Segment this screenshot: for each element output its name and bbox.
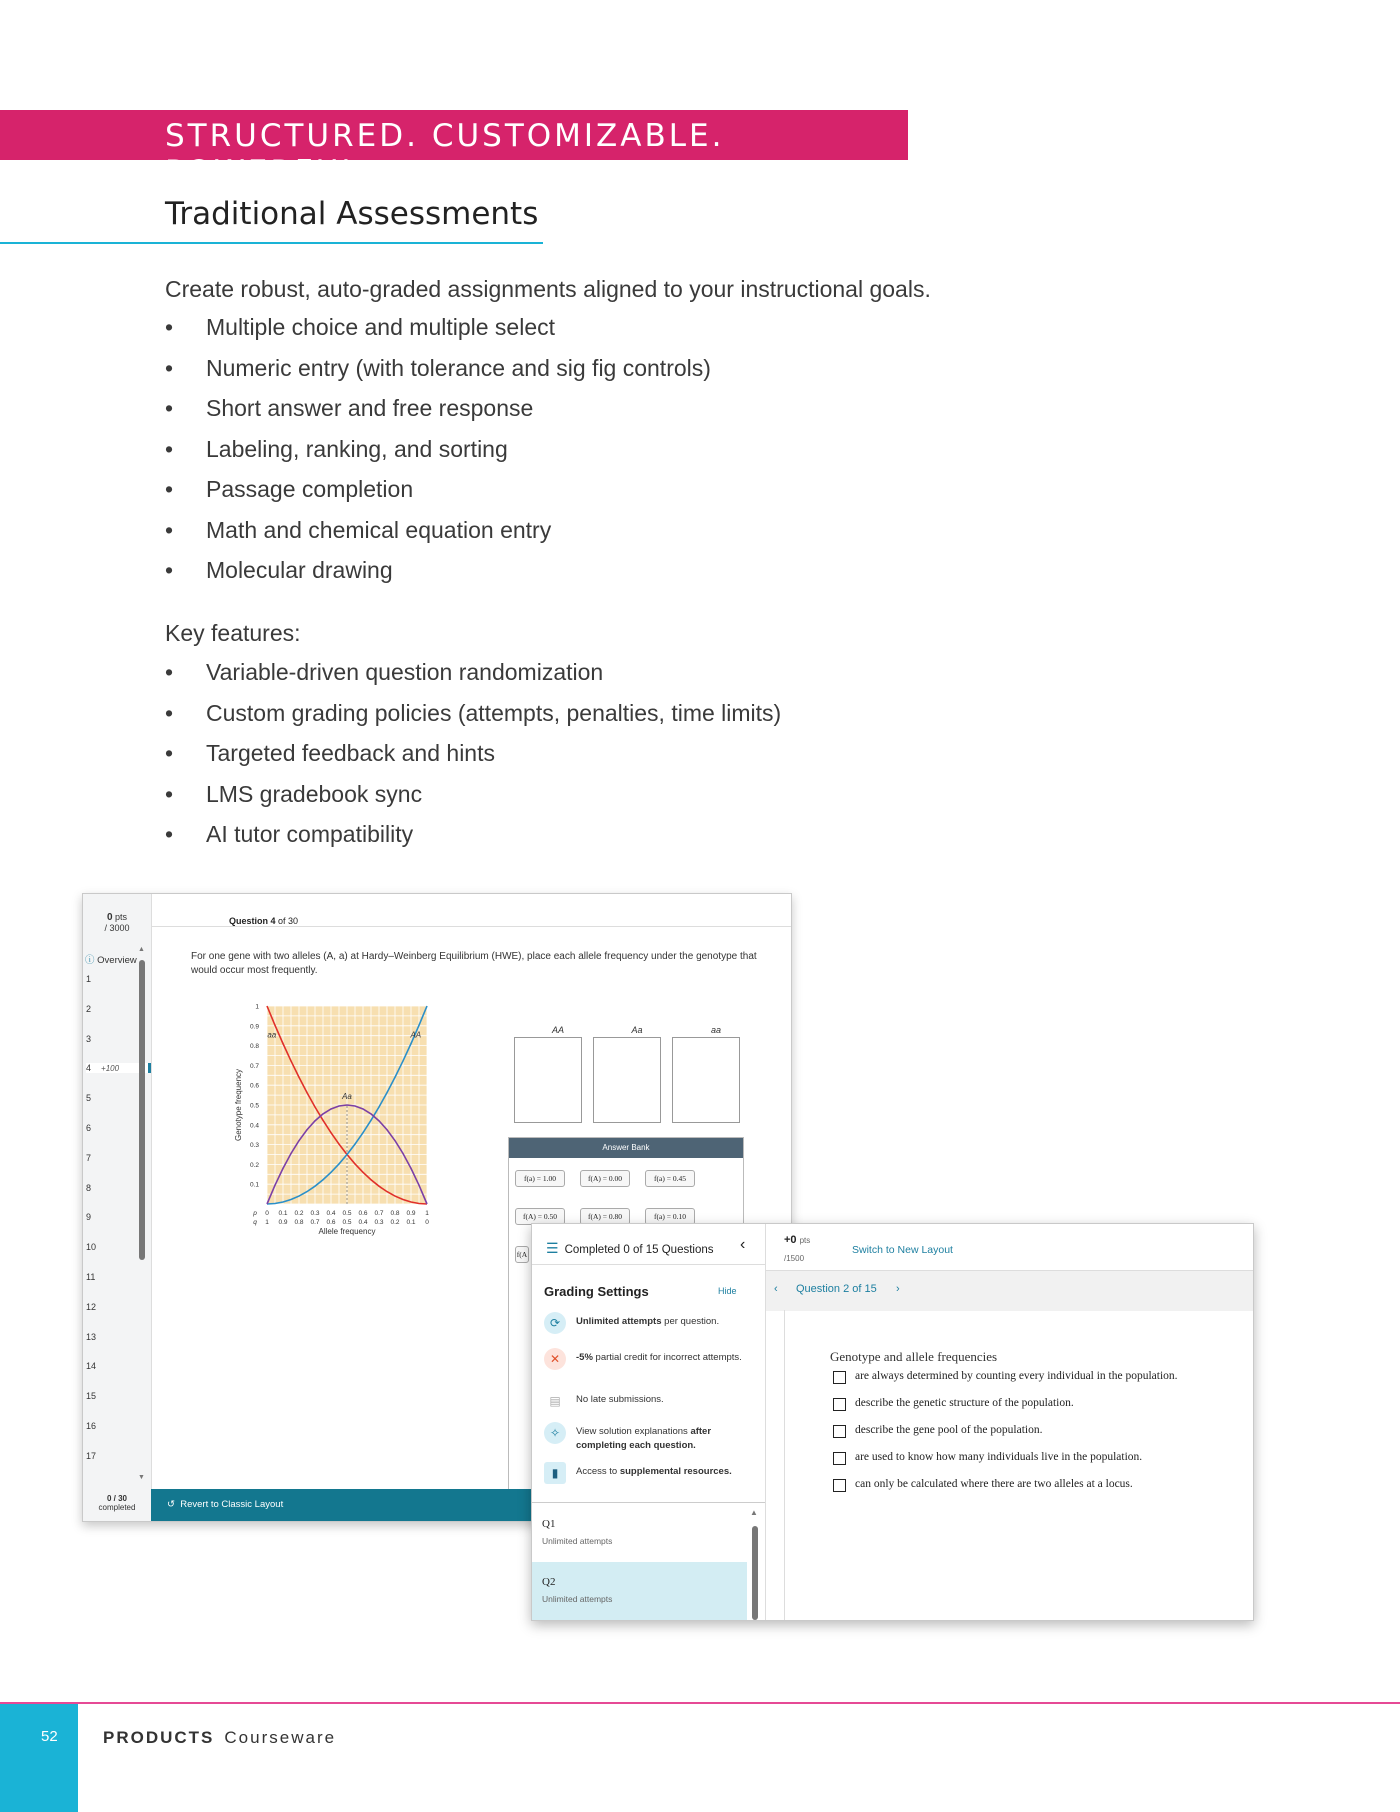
completed-toggle[interactable] <box>546 1240 714 1257</box>
y-tick-label: 0.3 <box>249 1142 259 1150</box>
question-number: 15 <box>86 1391 97 1402</box>
x-icon: ✕ <box>544 1348 566 1370</box>
setting-post: per question. <box>661 1316 720 1327</box>
x-tick-label-q: 1 <box>265 1219 269 1226</box>
list-item: • Variable-driven question randomization <box>165 659 781 700</box>
completed-value: 0 / 30 <box>106 1494 127 1503</box>
points-value: 0 <box>106 912 113 923</box>
x-row-label-q: q <box>253 1219 257 1226</box>
question-number: 4 <box>86 1063 92 1074</box>
question-title: Genotype and allele frequencies <box>830 1349 998 1364</box>
answer-option[interactable] <box>855 1451 1142 1463</box>
list-item: • Labeling, ranking, and sorting <box>165 436 711 477</box>
setting-row <box>544 1422 754 1452</box>
list-item: • Short answer and free response <box>165 395 711 436</box>
page-number: 52 <box>41 1728 58 1745</box>
y-tick-label: 0.2 <box>249 1161 259 1169</box>
answer-option[interactable] <box>855 1370 1178 1382</box>
checkbox[interactable] <box>833 1398 846 1411</box>
y-tick-label: 0.4 <box>249 1122 259 1130</box>
x-tick-label-q: 0.6 <box>326 1219 336 1226</box>
x-tick-label-p: 0.6 <box>358 1210 368 1217</box>
y-tick-label: 0.6 <box>249 1082 259 1090</box>
question-number: 7 <box>86 1152 92 1163</box>
question-list-scrollbar[interactable] <box>750 1506 760 1620</box>
points-display <box>784 1234 810 1246</box>
answer-option[interactable] <box>855 1424 1042 1436</box>
y-tick-label: 0.7 <box>249 1062 259 1070</box>
question-number: 17 <box>86 1450 97 1461</box>
question-number: 5 <box>86 1093 92 1104</box>
drop-zone-aa[interactable] <box>672 1037 740 1123</box>
setting-text <box>576 1351 751 1365</box>
question-item-sub: Unlimited attempts <box>542 1536 613 1546</box>
x-tick-label-p: 0.1 <box>278 1210 288 1217</box>
next-question-icon[interactable]: › <box>896 1283 900 1295</box>
overview-link[interactable] <box>85 952 137 966</box>
question-number: 3 <box>86 1033 92 1044</box>
question-item-title: Q2 <box>542 1576 556 1588</box>
footer-subsection: Courseware <box>224 1728 337 1747</box>
collapse-chevron-icon[interactable]: ‹ <box>740 1236 746 1253</box>
question-types-list <box>165 314 711 598</box>
scroll-up-icon[interactable]: ▲ <box>750 1508 758 1517</box>
points-unit: pts <box>115 912 128 922</box>
x-tick-label-q: 0.4 <box>358 1219 368 1226</box>
completed-count <box>83 1494 151 1512</box>
refresh-icon: ⟳ <box>544 1312 566 1334</box>
x-tick-label-p: 0.4 <box>326 1210 336 1217</box>
question-item-title: Q1 <box>542 1518 556 1530</box>
info-icon: ⓘ <box>85 955 95 966</box>
undo-icon: ↺ <box>167 1499 175 1510</box>
completed-text: Completed 0 of 15 Questions <box>564 1244 714 1256</box>
series-label: AA <box>410 1030 422 1040</box>
points-display <box>83 912 151 933</box>
question-number: 13 <box>86 1331 97 1342</box>
footer-text <box>103 1728 336 1748</box>
answer-chip[interactable]: f(A) = 0.80 <box>580 1208 630 1225</box>
points-total: / 3000 <box>104 923 130 933</box>
option-text: describe the gene pool of the population. <box>855 1424 1043 1436</box>
question-item-sub: Unlimited attempts <box>542 1594 613 1604</box>
answer-chip[interactable]: f(A) = 0.00 <box>580 1170 630 1187</box>
setting-row <box>544 1390 754 1420</box>
divider <box>532 1502 765 1503</box>
drop-zone-Aa[interactable] <box>593 1037 661 1123</box>
footer-section: PRODUCTS <box>103 1728 215 1747</box>
intro-text: Create robust, auto-graded assignments aligned to your instructional goals. <box>165 276 931 302</box>
question-number: 2 <box>86 1003 92 1014</box>
setting-bold: supplemental resources. <box>619 1466 732 1477</box>
setting-text <box>576 1315 751 1329</box>
option-text: are always determined by counting every individual in the population. <box>855 1370 1178 1382</box>
question-number: 12 <box>86 1301 97 1312</box>
question-number: 6 <box>86 1123 92 1133</box>
x-tick-label-q: 0.9 <box>278 1219 288 1226</box>
y-tick-label: 0.9 <box>249 1023 259 1031</box>
question-number: 16 <box>86 1421 97 1431</box>
question-nav <box>766 1270 1253 1311</box>
x-tick-label-p: 0.2 <box>294 1210 304 1217</box>
checkbox[interactable] <box>833 1425 846 1438</box>
scroll-up-icon[interactable]: ▲ <box>138 946 145 953</box>
genotype-label: Aa <box>631 1025 643 1035</box>
setting-text <box>576 1465 751 1479</box>
question-number: 10 <box>86 1242 97 1253</box>
question-list-item-selected[interactable] <box>532 1562 747 1620</box>
prev-question-icon[interactable]: ‹ <box>774 1283 778 1295</box>
setting-row <box>544 1462 754 1492</box>
checkbox[interactable] <box>833 1479 846 1492</box>
option-text: describe the genetic structure of the population. <box>855 1397 1074 1409</box>
checkbox[interactable] <box>833 1371 846 1384</box>
x-tick-label-p: 0.9 <box>406 1210 416 1217</box>
answer-chip[interactable]: f(a) = 1.00 <box>515 1170 565 1187</box>
x-tick-label-q: 0.5 <box>342 1219 352 1226</box>
book-icon: ▮ <box>544 1462 566 1484</box>
question-header <box>151 894 791 927</box>
key-features-list <box>165 659 781 862</box>
x-tick-label-p: 0 <box>265 1210 269 1217</box>
answer-chip[interactable]: f(A) = 0.50 <box>515 1208 565 1225</box>
title-underline <box>0 242 543 244</box>
footer-rule <box>0 1702 1400 1704</box>
question-label: Question 4 <box>229 916 276 926</box>
x-tick-label-q: 0 <box>425 1219 429 1226</box>
overview-label: Overview <box>97 955 137 966</box>
x-tick-label-q: 0.3 <box>374 1219 384 1226</box>
question-prompt: For one gene with two alleles (A, a) at Hardy–Weinberg Equilibrium (HWE), place each allele frequency under the genotype that would occur most frequently. <box>191 951 757 976</box>
list-item: • LMS gradebook sync <box>165 781 781 822</box>
question-list-item[interactable] <box>532 1504 747 1562</box>
x-tick-label-p: 0.7 <box>374 1210 384 1217</box>
setting-pre: Access to <box>576 1466 620 1477</box>
sidebar-scrollbar[interactable] <box>138 946 146 1486</box>
series-label: Aa <box>342 1092 352 1102</box>
grading-panel <box>532 1224 766 1620</box>
key-features-label: Key features: <box>165 620 301 646</box>
list-item: • Multiple choice and multiple select <box>165 314 711 355</box>
question-of: of 30 <box>278 916 299 926</box>
scroll-down-icon[interactable]: ▼ <box>138 1474 145 1481</box>
list-item: • AI tutor compatibility <box>165 821 781 862</box>
answer-option[interactable] <box>855 1397 1074 1409</box>
y-tick-label: 0.8 <box>249 1043 259 1051</box>
question-number: 14 <box>86 1361 97 1372</box>
setting-post: partial credit for incorrect attempts. <box>592 1352 742 1363</box>
points-unit: pts <box>799 1236 811 1245</box>
question-nav-label: Question 2 of 15 <box>796 1283 877 1295</box>
question-number: 1 <box>86 974 92 984</box>
list-item: • Targeted feedback and hints <box>165 740 781 781</box>
x-tick-label-q: 0.7 <box>310 1219 320 1226</box>
question-panel <box>766 1224 1253 1620</box>
list-item: • Math and chemical equation entry <box>165 517 711 558</box>
page-number-box <box>0 1704 78 1812</box>
y-tick-label: 0.1 <box>249 1181 259 1189</box>
question-number: 11 <box>86 1272 96 1282</box>
x-tick-label-q: 0.8 <box>294 1219 304 1226</box>
setting-row <box>544 1348 754 1378</box>
section-title: Traditional Assessments <box>165 196 539 232</box>
x-row-label-p: p <box>253 1210 257 1217</box>
lightbulb-icon: ✧ <box>544 1422 566 1444</box>
drop-zone-AA[interactable] <box>514 1037 582 1123</box>
genotype-label: aa <box>710 1025 721 1035</box>
banner-text: STRUCTURED. CUSTOMIZABLE. POWERFUL. <box>165 118 725 190</box>
divider <box>532 1264 765 1265</box>
y-axis-label: Genotype frequency <box>234 1068 243 1142</box>
setting-bold: -5% <box>576 1352 593 1363</box>
x-axis-label: Allele frequency <box>318 1227 376 1236</box>
answer-chip[interactable]: f(A <box>515 1246 529 1263</box>
series-label: aa <box>267 1030 277 1040</box>
question-points: +100 <box>101 1064 120 1074</box>
header-banner <box>0 110 908 190</box>
list-item: • Numeric entry (with tolerance and sig fig controls) <box>165 355 711 396</box>
list-item: • Custom grading policies (attempts, penalties, time limits) <box>165 700 781 741</box>
answer-chip[interactable]: f(a) = 0.45 <box>645 1170 695 1187</box>
question-number: 9 <box>86 1212 92 1223</box>
new-layout-screenshot <box>531 1223 1254 1621</box>
setting-text: No late submissions. <box>576 1394 664 1405</box>
x-tick-label-q: 0.2 <box>390 1219 400 1226</box>
x-tick-label-p: 1 <box>425 1210 429 1217</box>
scrollbar-thumb[interactable] <box>139 960 145 1260</box>
x-tick-label-p: 0.3 <box>310 1210 320 1217</box>
answer-option[interactable] <box>855 1478 1133 1490</box>
scrollbar-thumb[interactable] <box>752 1526 758 1620</box>
hide-button[interactable]: Hide <box>718 1286 737 1296</box>
x-tick-label-q: 0.1 <box>406 1219 416 1226</box>
points-value: +0 <box>784 1234 797 1246</box>
grading-settings-title: Grading Settings <box>544 1284 649 1299</box>
y-tick-label: 0.5 <box>249 1102 259 1110</box>
y-tick-label: 1 <box>255 1003 259 1011</box>
completed-label: completed <box>98 1503 136 1512</box>
setting-bold: after completing each question. <box>576 1426 712 1451</box>
genotype-label: AA <box>551 1025 564 1035</box>
setting-pre: View solution explanations <box>576 1426 691 1437</box>
setting-bold: Unlimited attempts <box>576 1316 662 1327</box>
checkbox[interactable] <box>833 1452 846 1465</box>
hwe-chart <box>187 994 507 1244</box>
setting-text <box>576 1425 751 1453</box>
calendar-icon: ▤ <box>544 1390 566 1412</box>
option-text: are used to know how many individuals live in the population. <box>855 1451 1143 1463</box>
list-item: • Molecular drawing <box>165 557 711 598</box>
points-total: /1500 <box>784 1254 805 1263</box>
question-number: 8 <box>86 1182 92 1193</box>
list-item: • Passage completion <box>165 476 711 517</box>
x-tick-label-p: 0.5 <box>342 1210 352 1217</box>
answer-bank-title: Answer Bank <box>509 1138 743 1158</box>
switch-layout-link[interactable]: Switch to New Layout <box>852 1244 953 1256</box>
revert-layout-button[interactable] <box>167 1499 283 1510</box>
x-tick-label-p: 0.8 <box>390 1210 400 1217</box>
revert-layout-label: Revert to Classic Layout <box>180 1499 284 1510</box>
setting-row <box>544 1312 754 1342</box>
list-icon: ☰ <box>546 1240 559 1256</box>
answer-chip[interactable]: f(a) = 0.10 <box>645 1208 695 1225</box>
question-sidebar <box>83 894 152 1521</box>
option-text: can only be calculated where there are two alleles at a locus. <box>855 1478 1133 1490</box>
